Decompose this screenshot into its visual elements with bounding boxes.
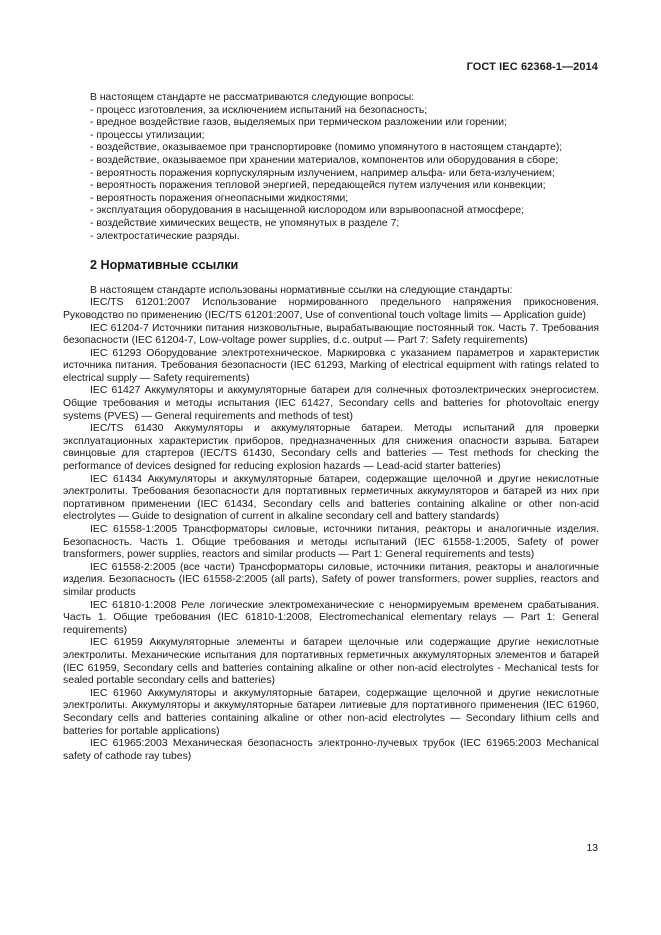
reference-entry: IEC 61959 Аккумуляторные элементы и батареи щелочные или содержащие другие некислотные электролиты. Механические испытания для портативных герметичных аккумуляторных элементов и батарей (IEC 61959, Secondary cells and batteries containing alkaline or other non-acid electrolytes - Mechanical tests for sealed portable secondary cells and batteries) xyxy=(63,637,599,687)
standard-designation: ГОСТ IEC 62368-1—2014 xyxy=(466,61,598,73)
list-item: - эксплуатация оборудования в насыщенной кислородом или взрывоопасной атмосфере; xyxy=(90,205,525,217)
list-item: - вероятность поражения огнеопасными жидкостями; xyxy=(90,192,349,204)
list-item: - воздействие, оказываемое при хранении материалов, компонентов или оборудования в сборе; xyxy=(90,154,559,166)
reference-entry: IEC/TS 61430 Аккумуляторы и аккумуляторные батареи. Методы испытаний для проверки эксплуатационных характеристик приборов, предназначенных для снижения опасности взрыва. Батареи свинцовые для стартеров (IEC/TS 61430, Secondary cells and batteries — Test methods for checking the performance of devices designed for reducing explosion hazards — Lead-acid starter batteries) xyxy=(63,423,599,473)
list-item: - процессы утилизации; xyxy=(90,129,205,141)
references-lead: В настоящем стандарте использованы нормативные ссылки на следующие стандарты: xyxy=(90,284,513,296)
reference-entry: IEC 61427 Аккумуляторы и аккумуляторные батареи для солнечных фотоэлектрических энергосистем. Общие требования и методы испытания (IEC 61427, Secondary cells and batteries for photovoltaic energy systems (PVES) — General requirements and methods of test) xyxy=(63,385,599,422)
reference-entry: IEC 61204-7 Источники питания низковольтные, вырабатывающие постоянный ток. Часть 7. Требования безопасности (IEC 61204-7, Low-voltage power supplies, d.c. output — Part 7: Safety requirements) xyxy=(63,322,599,347)
reference-entry: IEC 61558-1:2005 Трансформаторы силовые, источники питания, реакторы и аналогичные изделия. Безопасность. Часть 1. Общие требования и методы испытаний (IEC 61558-1:2005, Safety of power transformers, power supplies, reactors and similar products — Part 1: General requirements and tests) xyxy=(63,524,599,561)
list-item: - вероятность поражения тепловой энергией, передающейся путем излучения или конвекции; xyxy=(90,180,546,192)
reference-entry: IEC 61293 Оборудование электротехническое. Маркировка с указанием параметров и характеристик источника питания. Требования безопасности (IEC 61293, Marking of electrical equipment with ratings related to electrical supply — Safety requirements) xyxy=(63,347,599,384)
page-content xyxy=(63,92,599,763)
page-number: 13 xyxy=(586,843,598,854)
scope-exclusions-list xyxy=(63,105,599,244)
section-heading: 2 Нормативные ссылки xyxy=(90,258,239,273)
reference-entry: IEC 61558-2:2005 (все части) Трансформаторы силовые, источники питания, реакторы и аналогичные изделия. Безопасность (IEC 61558-2:2005 (all parts), Safety of power transformers, power supplies, reactors and similar products xyxy=(63,561,599,598)
list-item: - вредное воздействие газов, выделяемых при термическом разложении или горении; xyxy=(90,117,507,129)
reference-entry: IEC 61434 Аккумуляторы и аккумуляторные батареи, содержащие щелочной и другие некислотные электролиты. Требования безопасности для портативных герметичных аккумуляторов и батарей из них при портативном применении (IEC 61434, Secondary cells and batteries containing alkaline or other non-acid electrolytes — Guide to designation of current in alkaline secondary cell and battery standards) xyxy=(63,473,599,523)
reference-entry: IEC 61810-1:2008 Реле логические электромеханические с ненормируемым временем срабатывания. Часть 1. Общие требования (IEC 61810-1:2008, Electromechanical elementary relays — Part 1: General requirements) xyxy=(63,599,599,636)
reference-entry: IEC 61960 Аккумуляторы и аккумуляторные батареи, содержащие щелочной и другие некислотные электролиты. Аккумуляторы и аккумуляторные батареи литиевые для портативного применения (IEC 61960, Secondary cells and batteries containing alkaline or other non-acid electrolytes — Secondary lithium cells and batteries for portable applications) xyxy=(63,687,599,737)
list-item: - воздействие, оказываемое при транспортировке (помимо упомянутого в настоящем стандарте); xyxy=(90,142,563,154)
scope-exclusions-intro: В настоящем стандарте не рассматриваются следующие вопросы: xyxy=(90,92,415,103)
list-item: - процесс изготовления, за исключением испытаний на безопасность; xyxy=(90,104,428,116)
reference-entry: IEC 61965:2003 Механическая безопасность электронно-лучевых трубок (IEC 61965:2003 Mechanical safety of cathode ray tubes) xyxy=(63,738,599,762)
list-item: - электростатические разряды. xyxy=(90,230,240,242)
list-item: - воздействие химических веществ, не упомянутых в разделе 7; xyxy=(90,217,400,229)
list-item: - вероятность поражения корпускулярным излучением, например альфа- или бета-излучением; xyxy=(90,167,555,179)
reference-entry: IEC/TS 61201:2007 Использование нормированного предельного напряжения прикосновения. Руководство по применению (IEC/TS 61201:2007, Use of conventional touch voltage limits — Application guide) xyxy=(63,297,599,321)
